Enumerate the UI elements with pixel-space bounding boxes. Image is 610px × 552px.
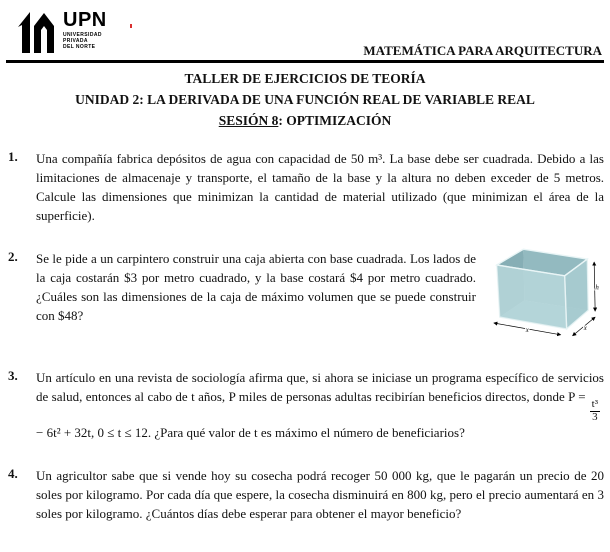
upn-logo [18, 8, 107, 54]
open-box-illustration [484, 243, 604, 344]
upn-logo-icon [18, 8, 58, 54]
exercise-3-text-after-formula: − 6t² + 32t, 0 ≤ t ≤ 12. ¿Para qué valor de t es máximo el número de beneficiarios? [36, 425, 465, 441]
title-session [6, 110, 604, 131]
title-workshop: TALLER DE EJERCICIOS DE TEORÍA [184, 71, 426, 86]
tagline-line: DEL NORTE [63, 44, 96, 50]
exercise-1-number: 1. [8, 149, 18, 164]
tagline-line: PRIVADA [63, 38, 88, 44]
exercise-2 [6, 249, 604, 344]
depth-label: x [583, 324, 587, 332]
open-box-figure [484, 243, 604, 344]
exercise-list [6, 149, 604, 523]
exercise-1-text: Una compañía fabrica depósitos de agua con capacidad de 50 m³. La base debe ser cuadrada. Debido a las limitaciones de almacenaje y transporte, el tamaño de la base y la altura no deben exceder de 5 metros. Calcule las dimensiones que minimizan la cantidad de material utilizado (que minimizan el área de la superficie). [36, 151, 604, 223]
exercise-3-body [36, 368, 604, 442]
fraction-t-cubed-over-3 [590, 399, 600, 423]
height-label: h [595, 284, 599, 292]
tagline-line: UNIVERSIDAD [63, 32, 102, 38]
red-mark [130, 24, 132, 28]
upn-logo-acronym: UPN [63, 9, 107, 31]
exercise-2-body [36, 249, 604, 344]
exercise-3 [6, 368, 604, 442]
exercise-4-text: Un agricultor sabe que si vende hoy su cosecha podrá recoger 50 000 kg, que le pagarán un precio de 20 soles por kilogramo. Por cada día que espere, la cosecha disminuirá en 800 kg, pero el precio aumentará en 3 soles por kilogramo. ¿Cuántos días debe esperar para obtener el mayor beneficio? [36, 468, 604, 522]
fraction-denominator: 3 [592, 410, 598, 423]
width-label: x [525, 326, 529, 334]
upn-logo-text [63, 8, 107, 50]
title-session-number: SESIÓN 8 [218, 113, 279, 128]
exercise-4-number: 4. [8, 466, 18, 482]
page-header [6, 0, 604, 63]
title-unit: UNIDAD 2: LA DERIVADA DE UNA FUNCIÓN REAL DE VARIABLE REAL [75, 92, 535, 107]
document-titles [6, 68, 604, 131]
course-title: MATEMÁTICA PARA ARQUITECTURA [363, 43, 602, 58]
upn-logo-tagline [63, 32, 107, 50]
fraction-numerator: t³ [591, 398, 598, 411]
exercise-3-number: 3. [8, 368, 18, 383]
exercise-2-number: 2. [8, 249, 18, 264]
exercise-1 [6, 149, 604, 225]
exercise-2-text: Se le pide a un carpintero construir una caja abierta con base cuadrada. Los lados de la caja costarán $3 por metro cuadrado, y la base costará $4 por metro cuadrado. ¿Cuáles son las dimensiones de la caja de máximo volumen que se puede construir con $48? [36, 251, 476, 323]
title-session-topic: : OPTIMIZACIÓN [278, 113, 392, 128]
exercise-4 [6, 466, 604, 523]
exercise-3-text-before-formula: Un artículo en una revista de sociología afirma que, si ahora se iniciase un programa específico de servicios de salud, entonces al cabo de t años, P miles de personas adultas recibirían beneficios directos, donde P = [36, 370, 604, 404]
